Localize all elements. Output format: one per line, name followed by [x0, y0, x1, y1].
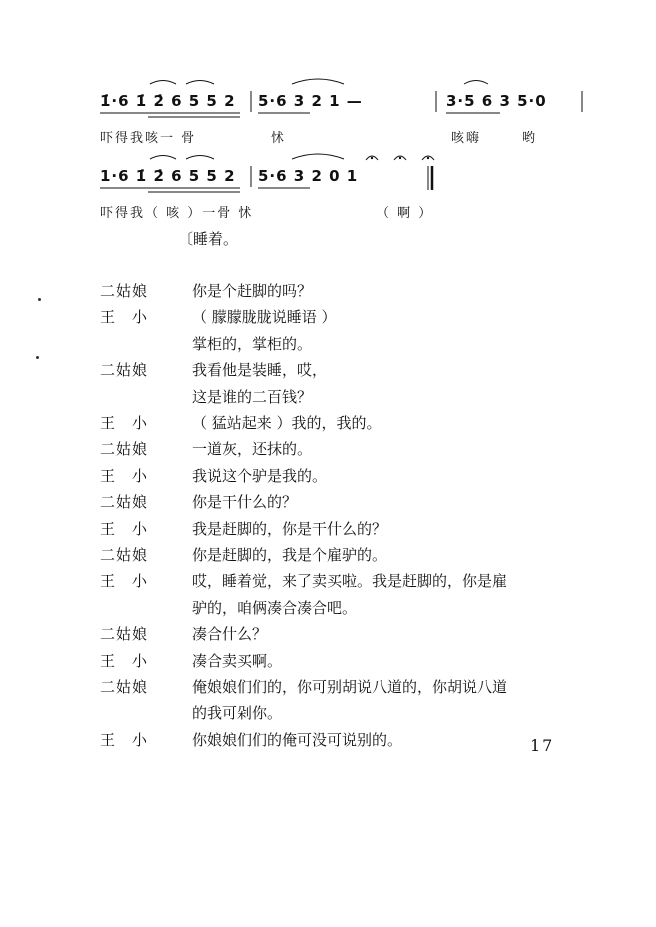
dialogue-line: 你是干什么的？ — [192, 493, 298, 512]
dialogue-line: 凑合卖买啊。 — [192, 651, 283, 670]
dialogue-line: 一道灰，还抹的。 — [192, 440, 313, 459]
speaker-name: 二姑娘 — [100, 282, 149, 300]
speaker-name: 王 小 — [100, 651, 149, 670]
dialogue-line: 你是个赶脚的吗？ — [192, 282, 313, 300]
slur-mark — [150, 81, 176, 85]
speaker-name: 王 小 — [100, 308, 149, 327]
notation-marks — [0, 0, 656, 260]
stage-direction: 〔睡着。 — [178, 230, 239, 248]
speaker-name: 王 小 — [100, 572, 149, 591]
dialogue-line: 我是赶脚的，你是干什么的？ — [192, 519, 388, 538]
slur-mark — [464, 81, 488, 85]
speaker-name: 二姑娘 — [100, 546, 149, 564]
dialogue-line: 你是赶脚的，我是个雇驴的。 — [192, 546, 388, 564]
slur-mark — [186, 81, 214, 85]
speaker-name: 二姑娘 — [100, 440, 149, 459]
scan-speck — [36, 356, 39, 359]
score-row1-group2: 5·6 3 2 1 — — [258, 92, 363, 110]
score-row2-lyric2: （ 啊 ） — [376, 206, 434, 221]
score-row2-group2: 5·6 3 2 0 1 — [258, 167, 359, 185]
scan-speck — [38, 298, 41, 301]
dialogue-line: 的我可剁你。 — [192, 704, 283, 723]
dialogue-line: 凑合什么？ — [192, 625, 268, 644]
dialogue-line: 俺娘娘们们的，你可别胡说八道的，你胡说八道 — [192, 678, 508, 696]
score-row2-group1: 1·6 1̇ 2̇ 6 5 5 2 — [100, 167, 236, 185]
score-row2-lyric1: 吓得我（ 咳 ）一骨 怵 — [100, 206, 254, 221]
speaker-name: 王 小 — [100, 466, 149, 485]
slur-mark — [292, 79, 344, 84]
page-number: 17 — [530, 736, 555, 755]
score-row1-lyric3: 咳嗨 — [451, 131, 482, 146]
slur-mark — [292, 154, 344, 159]
score-row1-group1: 1̇·6 1̇ 2̇ 6 5 5 2 — [100, 92, 236, 110]
dialogue-line: 我说这个驴是我的。 — [192, 466, 328, 485]
speaker-name: 王 小 — [100, 730, 149, 749]
score-row1-lyric1: 吓得我咳一 骨 — [100, 131, 197, 146]
speaker-name: 二姑娘 — [100, 361, 149, 380]
dialogue-line: （ 朦朦胧胧说睡语 ） — [192, 308, 337, 327]
speaker-name: 二姑娘 — [100, 678, 149, 696]
slur-mark — [186, 156, 214, 160]
speaker-name: 二姑娘 — [100, 625, 149, 644]
score-row1-lyric2: 怵 — [271, 131, 287, 146]
dialogue-line: 我看他是装睡，哎， — [192, 361, 328, 380]
speaker-name: 二姑娘 — [100, 493, 149, 512]
dialogue-line: 你娘娘们们的俺可没可说别的。 — [192, 730, 403, 749]
dialogue-line: 掌柜的，掌柜的。 — [192, 334, 313, 353]
slur-mark — [150, 156, 176, 160]
score-row1-group3: 3·5 6 3 5·0 — [446, 92, 547, 110]
dialogue-line: （ 猛站起来 ）我的，我的。 — [192, 414, 382, 432]
dialogue-line: 这是谁的二百钱？ — [192, 387, 313, 406]
score-row1-lyric4: 哟 — [522, 131, 538, 146]
speaker-name: 王 小 — [100, 519, 149, 538]
speaker-name: 王 小 — [100, 414, 149, 432]
dialogue-line: 哎，睡着觉，来了卖买啦。我是赶脚的，你是雇 — [192, 572, 508, 591]
dialogue-line: 驴的，咱俩凑合凑合吧。 — [192, 598, 358, 617]
